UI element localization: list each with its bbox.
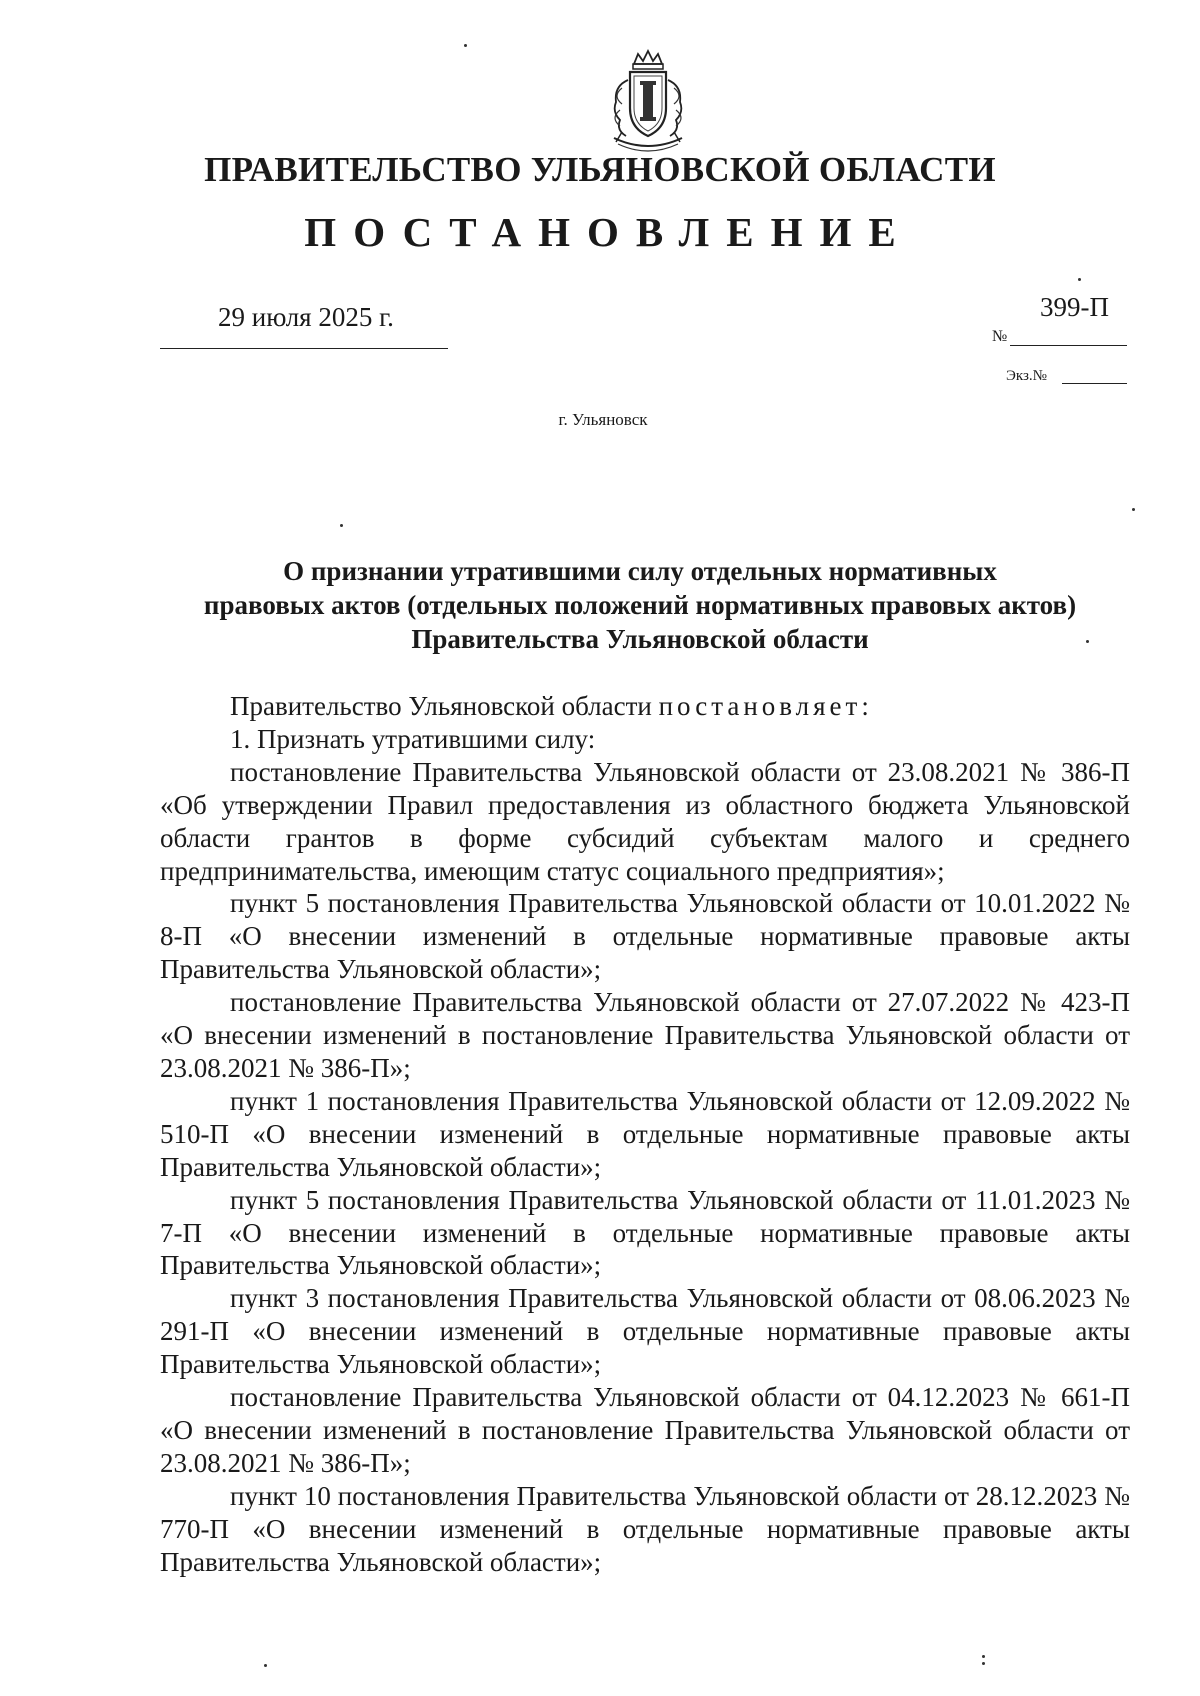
repealed-act-paragraph: постановление Правительства Ульяновской области от 04.12.2023 № 661-П «О внесении изменений в постановление Правительства Ульяновской области от 23.08.2021 № 386-П»; (160, 1382, 1130, 1478)
scan-speck (982, 1655, 985, 1658)
scan-speck (1086, 640, 1089, 643)
number-underline (1010, 345, 1127, 346)
document-body (160, 690, 1130, 1578)
document-type-title: ПОСТАНОВЛЕНИЕ (304, 209, 913, 255)
date-underline (160, 348, 448, 349)
intro-verb: постановляет: (658, 691, 873, 721)
repealed-act-paragraph: пункт 5 постановления Правительства Ульяновской области от 11.01.2023 № 7-П «О внесении изменений в отдельные нормативные правовые акты Правительства Ульяновской области»; (160, 1184, 1130, 1281)
document-date: 29 июля 2025 г. (218, 302, 394, 332)
intro-paragraph (160, 690, 1130, 723)
repealed-act-paragraph: пункт 10 постановления Правительства Ульяновской области от 28.12.2023 № 770-П «О внесении изменений в отдельные нормативные правовые акты Правительства Ульяновской области»; (160, 1480, 1130, 1577)
heading-line: О признании утратившими силу отдельных нормативных (283, 556, 997, 586)
intro-prefix: Правительство Ульяновской области (230, 691, 652, 721)
document-number: 399-П (1040, 292, 1109, 322)
scan-speck (982, 1662, 985, 1665)
repealed-act-paragraph: пункт 5 постановления Правительства Ульяновской области от 10.01.2022 № 8-П «О внесении изменений в отдельные нормативные правовые акты Правительства Ульяновской области»; (160, 888, 1130, 985)
number-label: № (992, 328, 1008, 345)
heading-line: правовых актов (отдельных положений нормативных правовых актов) (203, 590, 1077, 620)
copy-number-underline (1062, 383, 1127, 384)
city: г. Ульяновск (558, 410, 648, 429)
item-1: 1. Признать утратившими силу: (230, 723, 596, 754)
repealed-act-paragraph: постановление Правительства Ульяновской области от 27.07.2022 № 423-П «О внесении изменений в постановление Правительства Ульяновской области от 23.08.2021 № 386-П»; (160, 987, 1130, 1083)
scan-speck (264, 1664, 267, 1667)
coat-of-arms-icon (592, 46, 704, 158)
scan-speck (1132, 508, 1135, 511)
scan-speck (464, 44, 467, 47)
copy-number-label: Экз.№ (1006, 368, 1047, 384)
scan-speck (340, 524, 343, 527)
heading-line: Правительства Ульяновской области (411, 624, 869, 654)
repealed-act-paragraph: постановление Правительства Ульяновской области от 23.08.2021 № 386-П «Об утверждении Правил предоставления из областного бюджета Ульяновской области грантов в форме субсидий субъектам малого и среднего предпринимательства, имеющим статус социального предприятия»; (160, 756, 1130, 886)
repealed-act-paragraph: пункт 1 постановления Правительства Ульяновской области от 12.09.2022 № 510-П «О внесении изменений в отдельные нормативные правовые акты Правительства Ульяновской области»; (160, 1085, 1130, 1182)
document-heading (150, 554, 1130, 656)
scan-speck (1078, 278, 1081, 281)
repealed-act-paragraph: пункт 3 постановления Правительства Ульяновской области от 08.06.2023 № 291-П «О внесении изменений в отдельные нормативные правовые акты Правительства Ульяновской области»; (160, 1283, 1130, 1380)
organization-title: ПРАВИТЕЛЬСТВО УЛЬЯНОВСКОЙ ОБЛАСТИ (204, 150, 996, 189)
